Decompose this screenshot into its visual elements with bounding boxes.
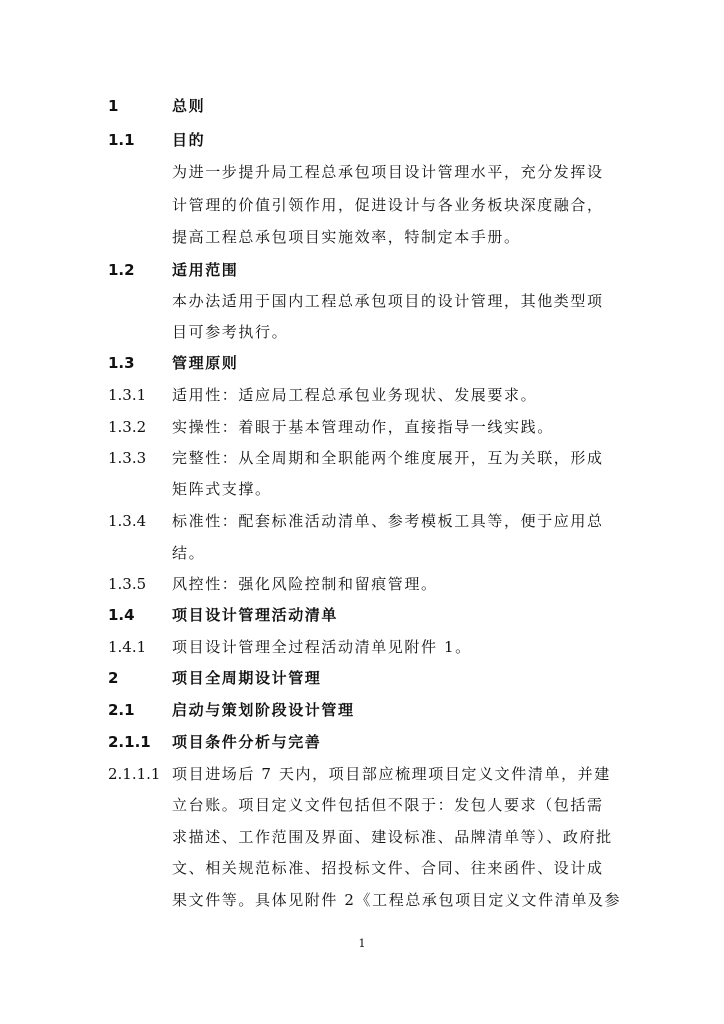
heading-text: 项目条件分析与完善: [172, 733, 322, 751]
heading-text: 目的: [172, 131, 206, 149]
clause-number: 1.3.1: [108, 386, 147, 404]
page-number: 1: [358, 937, 366, 950]
paragraph-line: 本办法适用于国内工程总承包项目的设计管理，其他类型项: [172, 292, 604, 310]
heading-number: 1.2: [108, 261, 135, 279]
clause-text: 项目设计管理全过程活动清单见附件 1。: [172, 638, 472, 656]
clause-number: 1.3.2: [108, 418, 147, 436]
heading-number: 1.4: [108, 606, 135, 624]
paragraph-line: 矩阵式支撑。: [172, 480, 272, 498]
paragraph-line: 果文件等。具体见附件 2《工程总承包项目定义文件清单及参: [172, 891, 622, 909]
clause-text: 项目进场后 7 天内，项目部应梳理项目定义文件清单，并建: [172, 765, 611, 783]
heading-number: 2.1: [108, 701, 135, 719]
heading-number: 1.1: [108, 131, 135, 149]
clause-number: 2.1.1.1: [108, 765, 161, 783]
paragraph-line: 为进一步提升局工程总承包项目设计管理水平，充分发挥设: [172, 163, 604, 181]
paragraph-line: 提高工程总承包项目实施效率，特制定本手册。: [172, 228, 521, 246]
heading-number: 2: [108, 669, 119, 687]
clause-text: 适用性：适应局工程总承包业务现状、发展要求。: [172, 386, 538, 404]
heading-text: 管理原则: [172, 354, 239, 372]
heading-text: 适用范围: [172, 261, 239, 279]
heading-number: 1: [108, 97, 119, 115]
paragraph-line: 求描述、工作范围及界面、建设标准、品牌清单等）、政府批: [172, 828, 613, 846]
paragraph-line: 文、相关规范标准、招投标文件、合同、往来函件、设计成: [172, 859, 604, 877]
heading-text: 启动与策划阶段设计管理: [172, 701, 355, 719]
heading-number: 2.1.1: [108, 733, 151, 751]
heading-text: 项目全周期设计管理: [172, 669, 322, 687]
clause-number: 1.4.1: [108, 638, 147, 656]
heading-number: 1.3: [108, 354, 135, 372]
clause-number: 1.3.3: [108, 449, 147, 467]
clause-number: 1.3.4: [108, 512, 147, 530]
paragraph-line: 目可参考执行。: [172, 323, 289, 341]
paragraph-line: 计管理的价值引领作用，促进设计与各业务板块深度融合，: [172, 196, 604, 214]
clause-text: 完整性：从全周期和全职能两个维度展开，互为关联，形成: [172, 449, 604, 467]
paragraph-line: 立台账。项目定义文件包括但不限于：发包人要求（包括需: [172, 796, 604, 814]
clause-text: 实操性：着眼于基本管理动作，直接指导一线实践。: [172, 418, 554, 436]
clause-text: 风控性：强化风险控制和留痕管理。: [172, 575, 438, 593]
heading-text: 总则: [172, 97, 206, 115]
clause-number: 1.3.5: [108, 575, 147, 593]
heading-text: 项目设计管理活动清单: [172, 606, 339, 624]
paragraph-line: 结。: [172, 544, 206, 562]
clause-text: 标准性：配套标准活动清单、参考模板工具等，便于应用总: [172, 512, 604, 530]
